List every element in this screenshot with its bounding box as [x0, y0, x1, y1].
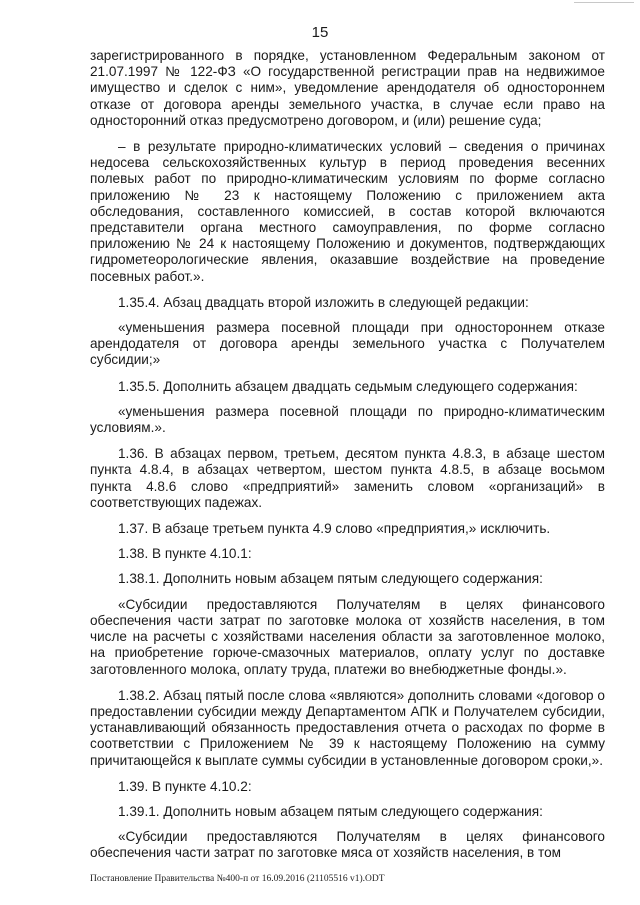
- paragraph-1-39: 1.39. В пункте 4.10.2:: [118, 778, 252, 794]
- paragraph-climate-conditions: – в результате природно-климатических условий – сведения о причинах недосева сельскохозяйственных культур в период проведения весенних полевых работ по природно-климатическим условиям по форме согласно приложению № 23 к настоящему Положению с приложением акта обследования, составленного комиссией, в состав которой включаются представители органа местного самоуправления, по форме согласно приложению № 24 к настоящему Положению и документов, подтверждающих гидрометеорологические явления, оказавшие воздействие на проведение посевных работ.».: [90, 139, 605, 284]
- paragraph-1-38-1-text: «Субсидии предоставляются Получателям в целях финансового обеспечения части затрат по заготовке молока от хозяйств населения, в том числе на расчеты с хозяйствами населения области за заготовленное молоко, на приобретение горюче-смазочных материалов, оплату услуг по доставке заготовленного молока, оплату труда, платежи во внебюджетные фонды.».: [90, 596, 605, 677]
- paragraph-1-35-5-text: «уменьшения размера посевной площади по природно-климатическим условиям.».: [90, 403, 605, 436]
- paragraph-1-37: 1.37. В абзаце третьем пункта 4.9 слово «предприятия,» исключить.: [118, 521, 551, 537]
- paragraph-1-35-4: 1.35.4. Абзац двадцать второй изложить в следующей редакции:: [118, 294, 529, 310]
- document-body: [90, 48, 605, 872]
- paragraph-1-35-4-text: «уменьшения размера посевной площади при одностороннем отказе арендодателя от договора аренды земельного участка с Получателем субсидии;»: [90, 320, 605, 368]
- page-number: 15: [311, 24, 329, 41]
- paragraph-1-39-1: 1.39.1. Дополнить новым абзацем пятым следующего содержания:: [118, 803, 543, 819]
- paragraph-1-36: 1.36. В абзацах первом, третьем, десятом пункта 4.8.3, в абзаце шестом пункта 4.8.4, в абзацах четвертом, шестом пункта 4.8.5, в абзаце восьмом пункта 4.8.6 слово «предприятий» заменить словом «организаций» в соответствующих падежах.: [90, 446, 605, 510]
- document-footer: Постановление Правительства №400-п от 16.09.2016 (21105516 v1).ODT: [90, 874, 385, 884]
- paragraph-1-38-1: 1.38.1. Дополнить новым абзацем пятым следующего содержания:: [118, 571, 543, 587]
- corner-mark: [574, 2, 634, 7]
- paragraph-1-38: 1.38. В пункте 4.10.1:: [118, 546, 252, 562]
- paragraph-1-35-5: 1.35.5. Дополнить абзацем двадцать седьмым следующего содержания:: [118, 378, 578, 394]
- paragraph-1-39-1-text: «Субсидии предоставляются Получателям в целях финансового обеспечения части затрат по заготовке мяса от хозяйств населения, в том: [90, 829, 605, 861]
- paragraph-1-38-2: 1.38.2. Абзац пятый после слова «являются» дополнить словами «договор о предоставлении субсидии между Департаментом АПК и Получателем субсидии, устанавливающий обязанность предоставления отчета о расходах по форме в соответствии с Приложением № 39 к настоящему Положению на сумму причитающейся к выплате суммы субсидии в установленные договором сроки,».: [90, 687, 605, 768]
- paragraph-continuation: зарегистрированного в порядке, установленном Федеральным законом от 21.07.1997 № 122-ФЗ «О государственной регистрации прав на недвижимое имущество и сделок с ним», уведомление арендодателя об одностороннем отказе от договора аренды земельного участка, в случае если право на односторонний отказ предусмотрено договором, и (или) решение суда;: [90, 48, 605, 128]
